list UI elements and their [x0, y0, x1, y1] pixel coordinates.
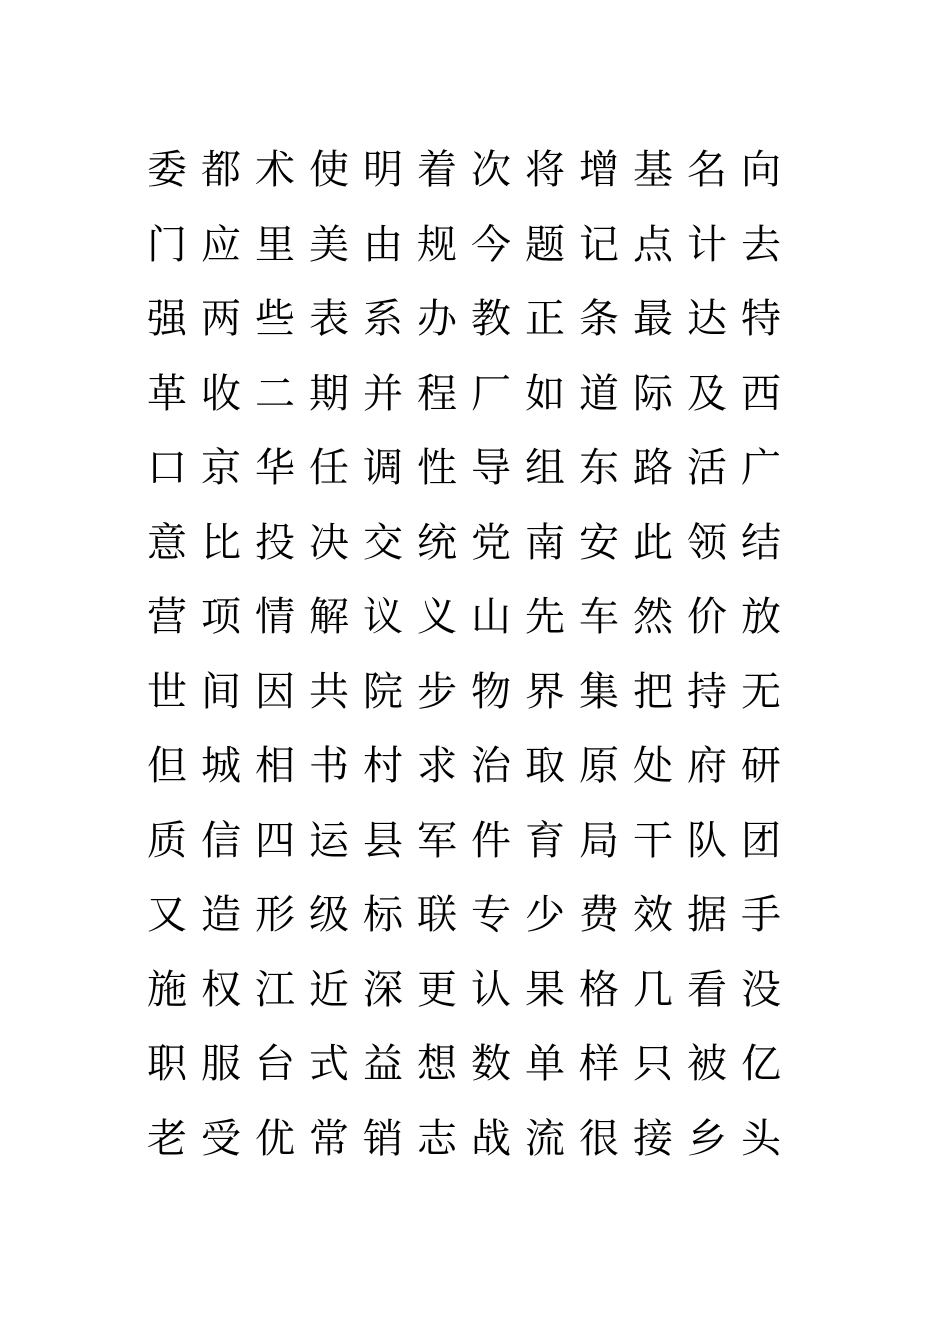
character-cell: 委	[147, 147, 187, 194]
character-cell: 数	[471, 1041, 511, 1088]
character-cell: 接	[633, 1115, 673, 1162]
character-cell: 去	[741, 221, 781, 268]
character-cell: 二	[255, 370, 295, 417]
character-cell: 单	[525, 1041, 565, 1088]
character-cell: 放	[741, 594, 781, 641]
character-cell: 想	[417, 1041, 457, 1088]
character-cell: 规	[417, 221, 457, 268]
character-cell: 项	[201, 594, 241, 641]
character-cell: 江	[255, 966, 295, 1013]
character-cell: 革	[147, 370, 187, 417]
character-row	[140, 878, 788, 953]
character-cell: 任	[309, 445, 349, 492]
character-cell: 今	[471, 221, 511, 268]
character-cell: 常	[309, 1115, 349, 1162]
character-cell: 院	[363, 668, 403, 715]
character-cell: 间	[201, 668, 241, 715]
character-row	[140, 133, 788, 208]
character-cell: 都	[201, 147, 241, 194]
character-cell: 正	[525, 296, 565, 343]
character-cell: 乡	[687, 1115, 727, 1162]
character-row	[140, 208, 788, 283]
character-cell: 使	[309, 147, 349, 194]
character-cell: 因	[255, 668, 295, 715]
character-cell: 营	[147, 594, 187, 641]
character-cell: 队	[687, 817, 727, 864]
character-cell: 更	[417, 966, 457, 1013]
character-cell: 解	[309, 594, 349, 641]
character-cell: 由	[363, 221, 403, 268]
character-cell: 费	[579, 892, 619, 939]
character-cell: 集	[579, 668, 619, 715]
character-row	[140, 729, 788, 804]
character-cell: 强	[147, 296, 187, 343]
character-cell: 府	[687, 743, 727, 790]
character-cell: 物	[471, 668, 511, 715]
character-cell: 结	[741, 519, 781, 566]
character-cell: 县	[363, 817, 403, 864]
character-cell: 应	[201, 221, 241, 268]
character-cell: 计	[687, 221, 727, 268]
character-cell: 形	[255, 892, 295, 939]
character-cell: 决	[309, 519, 349, 566]
character-cell: 厂	[471, 370, 511, 417]
character-cell: 然	[633, 594, 673, 641]
character-cell: 界	[525, 668, 565, 715]
character-cell: 党	[471, 519, 511, 566]
character-cell: 条	[579, 296, 619, 343]
character-cell: 门	[147, 221, 187, 268]
character-cell: 统	[417, 519, 457, 566]
character-cell: 安	[579, 519, 619, 566]
character-cell: 际	[633, 370, 673, 417]
character-cell: 并	[363, 370, 403, 417]
character-cell: 些	[255, 296, 295, 343]
character-cell: 南	[525, 519, 565, 566]
character-cell: 无	[741, 668, 781, 715]
character-cell: 山	[471, 594, 511, 641]
character-cell: 活	[687, 445, 727, 492]
character-cell: 几	[633, 966, 673, 1013]
character-cell: 团	[741, 817, 781, 864]
character-cell: 军	[417, 817, 457, 864]
character-cell: 华	[255, 445, 295, 492]
character-cell: 次	[471, 147, 511, 194]
character-cell: 广	[741, 445, 781, 492]
character-cell: 车	[579, 594, 619, 641]
character-cell: 议	[363, 594, 403, 641]
character-cell: 造	[201, 892, 241, 939]
character-cell: 此	[633, 519, 673, 566]
character-cell: 很	[579, 1115, 619, 1162]
character-cell: 投	[255, 519, 295, 566]
character-cell: 持	[687, 668, 727, 715]
character-cell: 导	[471, 445, 511, 492]
character-cell: 向	[741, 147, 781, 194]
character-cell: 记	[579, 221, 619, 268]
character-cell: 明	[363, 147, 403, 194]
character-cell: 老	[147, 1115, 187, 1162]
character-cell: 情	[255, 594, 295, 641]
character-grid	[140, 133, 788, 1176]
character-cell: 据	[687, 892, 727, 939]
character-cell: 城	[201, 743, 241, 790]
character-cell: 期	[309, 370, 349, 417]
character-cell: 先	[525, 594, 565, 641]
character-cell: 两	[201, 296, 241, 343]
character-cell: 原	[579, 743, 619, 790]
character-cell: 施	[147, 966, 187, 1013]
character-row	[140, 953, 788, 1028]
character-cell: 收	[201, 370, 241, 417]
character-cell: 世	[147, 668, 187, 715]
character-cell: 将	[525, 147, 565, 194]
character-cell: 增	[579, 147, 619, 194]
character-cell: 名	[687, 147, 727, 194]
character-cell: 但	[147, 743, 187, 790]
character-cell: 受	[201, 1115, 241, 1162]
character-cell: 书	[309, 743, 349, 790]
character-cell: 干	[633, 817, 673, 864]
character-cell: 术	[255, 147, 295, 194]
character-row	[140, 506, 788, 581]
character-cell: 战	[471, 1115, 511, 1162]
character-cell: 育	[525, 817, 565, 864]
character-cell: 局	[579, 817, 619, 864]
character-cell: 组	[525, 445, 565, 492]
character-row	[140, 655, 788, 730]
character-cell: 深	[363, 966, 403, 1013]
character-cell: 被	[687, 1041, 727, 1088]
character-cell: 服	[201, 1041, 241, 1088]
character-cell: 点	[633, 221, 673, 268]
character-cell: 式	[309, 1041, 349, 1088]
character-cell: 求	[417, 743, 457, 790]
character-cell: 取	[525, 743, 565, 790]
character-cell: 教	[471, 296, 511, 343]
character-cell: 运	[309, 817, 349, 864]
character-cell: 只	[633, 1041, 673, 1088]
character-cell: 职	[147, 1041, 187, 1088]
character-cell: 领	[687, 519, 727, 566]
character-cell: 果	[525, 966, 565, 1013]
character-cell: 没	[741, 966, 781, 1013]
character-cell: 系	[363, 296, 403, 343]
character-cell: 近	[309, 966, 349, 1013]
character-cell: 性	[417, 445, 457, 492]
character-cell: 调	[363, 445, 403, 492]
character-cell: 认	[471, 966, 511, 1013]
character-cell: 路	[633, 445, 673, 492]
character-cell: 意	[147, 519, 187, 566]
character-cell: 共	[309, 668, 349, 715]
character-cell: 西	[741, 370, 781, 417]
character-row	[140, 282, 788, 357]
character-cell: 特	[741, 296, 781, 343]
character-row	[140, 580, 788, 655]
character-cell: 又	[147, 892, 187, 939]
character-cell: 京	[201, 445, 241, 492]
character-cell: 最	[633, 296, 673, 343]
character-cell: 把	[633, 668, 673, 715]
character-cell: 价	[687, 594, 727, 641]
character-cell: 信	[201, 817, 241, 864]
character-cell: 专	[471, 892, 511, 939]
character-cell: 亿	[741, 1041, 781, 1088]
character-cell: 达	[687, 296, 727, 343]
character-cell: 比	[201, 519, 241, 566]
character-cell: 程	[417, 370, 457, 417]
character-row	[140, 431, 788, 506]
character-cell: 处	[633, 743, 673, 790]
character-cell: 步	[417, 668, 457, 715]
character-row	[140, 1027, 788, 1102]
character-cell: 相	[255, 743, 295, 790]
character-cell: 及	[687, 370, 727, 417]
character-cell: 口	[147, 445, 187, 492]
character-cell: 村	[363, 743, 403, 790]
character-cell: 级	[309, 892, 349, 939]
character-cell: 东	[579, 445, 619, 492]
character-cell: 美	[309, 221, 349, 268]
character-cell: 样	[579, 1041, 619, 1088]
character-cell: 着	[417, 147, 457, 194]
character-cell: 优	[255, 1115, 295, 1162]
character-cell: 少	[525, 892, 565, 939]
character-row	[140, 1102, 788, 1177]
character-cell: 里	[255, 221, 295, 268]
character-cell: 治	[471, 743, 511, 790]
character-cell: 研	[741, 743, 781, 790]
character-cell: 流	[525, 1115, 565, 1162]
character-cell: 交	[363, 519, 403, 566]
character-cell: 质	[147, 817, 187, 864]
character-cell: 效	[633, 892, 673, 939]
character-row	[140, 357, 788, 432]
character-cell: 销	[363, 1115, 403, 1162]
character-cell: 基	[633, 147, 673, 194]
character-row	[140, 804, 788, 879]
character-cell: 如	[525, 370, 565, 417]
character-cell: 标	[363, 892, 403, 939]
character-cell: 件	[471, 817, 511, 864]
character-cell: 权	[201, 966, 241, 1013]
character-cell: 联	[417, 892, 457, 939]
character-cell: 四	[255, 817, 295, 864]
character-cell: 头	[741, 1115, 781, 1162]
character-cell: 格	[579, 966, 619, 1013]
character-cell: 表	[309, 296, 349, 343]
character-cell: 道	[579, 370, 619, 417]
character-cell: 志	[417, 1115, 457, 1162]
character-cell: 益	[363, 1041, 403, 1088]
character-cell: 题	[525, 221, 565, 268]
character-cell: 台	[255, 1041, 295, 1088]
character-cell: 手	[741, 892, 781, 939]
character-cell: 看	[687, 966, 727, 1013]
character-cell: 办	[417, 296, 457, 343]
character-cell: 义	[417, 594, 457, 641]
